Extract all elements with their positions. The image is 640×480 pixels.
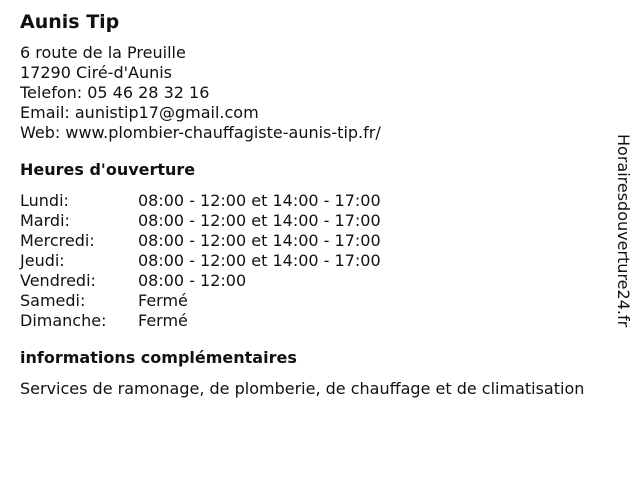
time-value: 08:00 - 12:00 et 14:00 - 17:00 (138, 191, 381, 210)
additional-info-text: Services de ramonage, de plomberie, de chauffage et de climatisation (20, 379, 585, 398)
email-address: Email: aunistip17@gmail.com (20, 103, 259, 122)
time-value: 08:00 - 12:00 et 14:00 - 17:00 (138, 211, 381, 230)
hours-row-saturday (20, 291, 630, 311)
business-card (20, 10, 630, 399)
phone-number: Telefon: 05 46 28 32 16 (20, 83, 210, 102)
watermark (612, 134, 634, 372)
hours-row-tuesday (20, 211, 630, 231)
address-line-1: 6 route de la Preuille (20, 43, 186, 62)
hours-row-sunday (20, 311, 630, 331)
hours-row-friday (20, 271, 630, 291)
day-label: Jeudi: (20, 251, 65, 270)
address-line-2: 17290 Ciré-d'Aunis (20, 63, 173, 82)
day-label: Vendredi: (20, 271, 96, 290)
hours-row-thursday (20, 251, 630, 271)
watermark-text: Horairesdouverture24.fr (614, 134, 633, 328)
additional-info-heading: informations complémentaires (20, 348, 297, 367)
day-label: Lundi: (20, 191, 69, 210)
business-name: Aunis Tip (20, 11, 120, 33)
day-label: Mardi: (20, 211, 70, 230)
day-label: Samedi: (20, 291, 86, 310)
time-value: 08:00 - 12:00 (138, 271, 247, 290)
contact-block (20, 43, 630, 143)
time-value: Fermé (138, 291, 188, 310)
time-value: 08:00 - 12:00 et 14:00 - 17:00 (138, 251, 381, 270)
time-value: 08:00 - 12:00 et 14:00 - 17:00 (138, 231, 381, 250)
hours-row-monday (20, 191, 630, 211)
day-label: Dimanche: (20, 311, 107, 330)
opening-hours-list (20, 191, 630, 331)
day-label: Mercredi: (20, 231, 95, 250)
time-value: Fermé (138, 311, 188, 330)
website-address: Web: www.plombier-chauffagiste-aunis-tip.fr/ (20, 123, 381, 142)
hours-row-wednesday (20, 231, 630, 251)
opening-hours-heading: Heures d'ouverture (20, 160, 196, 179)
